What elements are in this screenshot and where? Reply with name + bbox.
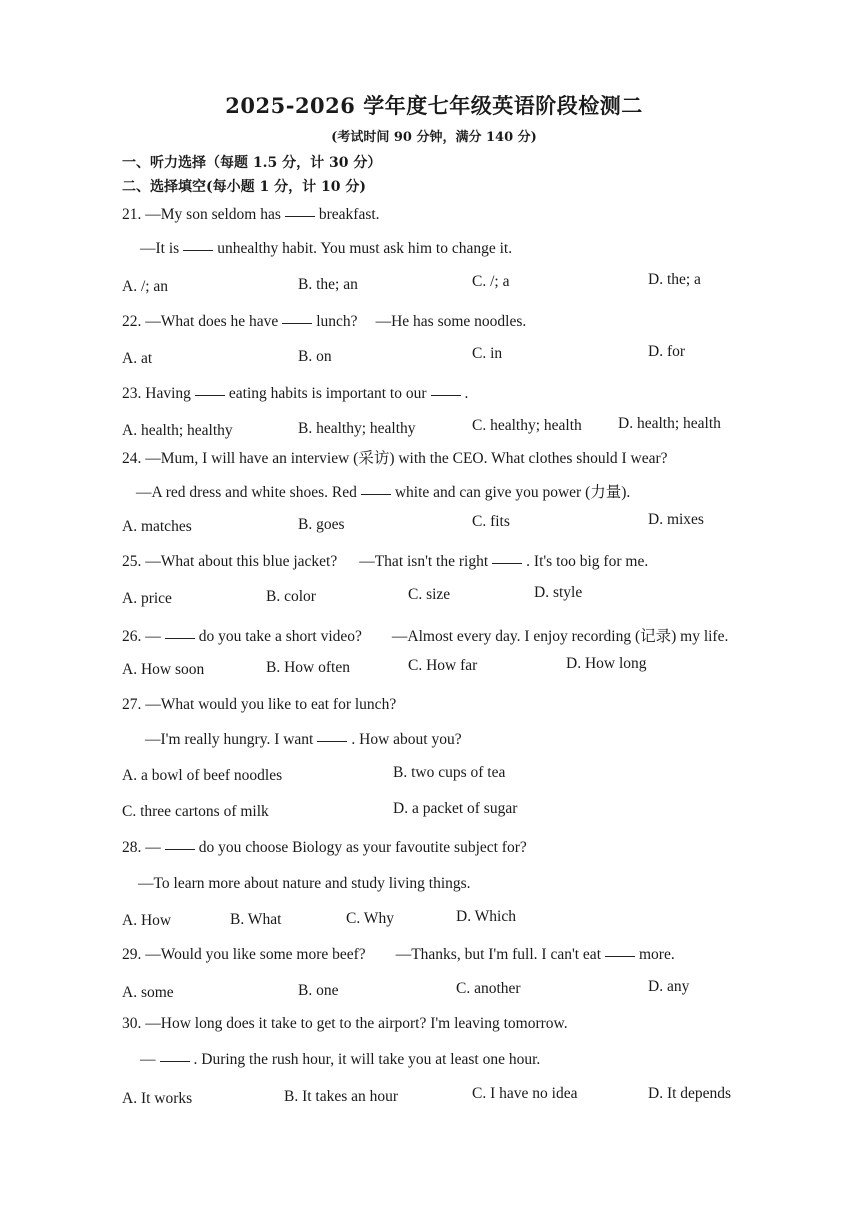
option-27-d: D. a packet of sugar [393, 800, 518, 817]
option-25-d: D. style [534, 584, 583, 601]
option-27-a: A. a bowl of beef noodles [122, 767, 283, 784]
option-26-b: B. How often [266, 659, 350, 676]
option-21-d: D. the; a [648, 271, 701, 288]
option-24-a: A. matches [122, 518, 192, 535]
answer-blank [282, 322, 312, 324]
answer-blank [285, 215, 315, 217]
answer-blank [165, 848, 195, 850]
option-28-d: D. Which [456, 908, 516, 925]
option-28-a: A. How [122, 912, 172, 929]
question-26: 26. — do you take a short video? —Almost every day. I enjoy recording (记录) my life. [122, 628, 729, 645]
question-28-line2: —To learn more about nature and study living things. [138, 875, 471, 892]
option-26-d: D. How long [566, 655, 647, 672]
option-28-c: C. Why [346, 910, 394, 927]
question-21-line2: —It is unhealthy habit. You must ask him to change it. [140, 240, 513, 257]
question-23: 23. Having eating habits is important to our . [122, 385, 469, 402]
option-30-a: A. It works [122, 1090, 193, 1107]
option-27-b: B. two cups of tea [393, 764, 506, 781]
question-21-line1: 21. —My son seldom has breakfast. [122, 206, 380, 223]
question-24-line1: 24. —Mum, I will have an interview (采访) with the CEO. What clothes should I wear? [122, 450, 668, 467]
option-30-d: D. It depends [648, 1085, 732, 1102]
option-28-b: B. What [230, 911, 282, 928]
answer-blank [431, 394, 461, 396]
option-22-d: D. for [648, 343, 686, 360]
question-22: 22. —What does he have lunch? —He has some noodles. [122, 313, 527, 330]
option-21-a: A. /; an [122, 278, 169, 295]
option-30-b: B. It takes an hour [284, 1088, 399, 1105]
option-26-c: C. How far [408, 657, 478, 674]
option-24-d: D. mixes [648, 511, 704, 528]
answer-blank [165, 637, 195, 639]
option-22-b: B. on [298, 348, 332, 365]
option-29-c: C. another [456, 980, 521, 997]
question-30-line1: 30. —How long does it take to get to the airport? I'm leaving tomorrow. [122, 1015, 568, 1032]
question-27-line1: 27. —What would you like to eat for lunch? [122, 696, 397, 713]
option-23-c: C. healthy; health [472, 417, 582, 434]
option-23-b: B. healthy; healthy [298, 420, 416, 437]
question-25: 25. —What about this blue jacket? —That isn't the right . It's too big for me. [122, 553, 649, 570]
option-27-c: C. three cartons of milk [122, 803, 269, 820]
question-30-line2: — . During the rush hour, it will take you at least one hour. [140, 1051, 541, 1068]
option-29-d: D. any [648, 978, 690, 995]
option-23-a: A. health; healthy [122, 422, 233, 439]
option-30-c: C. I have no idea [472, 1085, 578, 1102]
question-27-line2: —I'm really hungry. I want . How about you? [145, 731, 462, 748]
option-29-b: B. one [298, 982, 339, 999]
option-22-c: C. in [472, 345, 503, 362]
option-25-b: B. color [266, 588, 316, 605]
option-22-a: A. at [122, 350, 153, 367]
answer-blank [160, 1060, 190, 1062]
option-29-a: A. some [122, 984, 174, 1001]
exam-title: 2025-2026 学年度七年级英语阶段检测二 [225, 93, 643, 118]
answer-blank [605, 955, 635, 957]
option-23-d: D. health; health [618, 415, 721, 432]
answer-blank [317, 740, 347, 742]
question-29: 29. —Would you like some more beef? —Thanks, but I'm full. I can't eat more. [122, 946, 675, 963]
option-24-c: C. fits [472, 513, 510, 530]
exam-subtitle: (考试时间 90 分钟，满分 140 分) [331, 130, 537, 145]
option-24-b: B. goes [298, 516, 345, 533]
question-28-line1: 28. — do you choose Biology as your favoutite subject for? [122, 839, 527, 856]
section-listening: 一、听力选择（每题 1.5 分，计 30 分） [122, 155, 382, 171]
option-21-b: B. the; an [298, 276, 358, 293]
answer-blank [492, 562, 522, 564]
section-multiple-choice: 二、选择填空(每小题 1 分，计 10 分) [122, 179, 366, 195]
option-25-c: C. size [408, 586, 451, 603]
answer-blank [361, 493, 391, 495]
option-21-c: C. /; a [472, 273, 510, 290]
option-26-a: A. How soon [122, 661, 205, 678]
answer-blank [183, 249, 213, 251]
option-25-a: A. price [122, 590, 172, 607]
answer-blank [195, 394, 225, 396]
question-24-line2: —A red dress and white shoes. Red white and can give you power (力量). [136, 484, 631, 501]
